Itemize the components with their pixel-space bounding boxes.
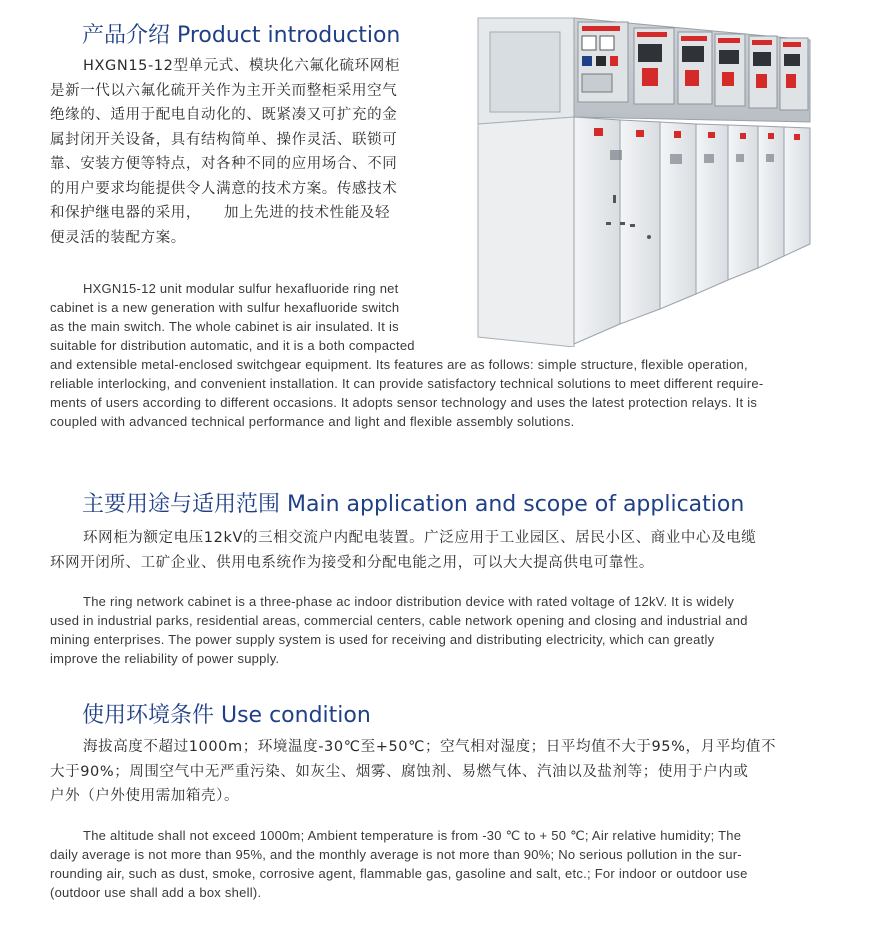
en-line: HXGN15-12 unit modular sulfur hexafluoride ring net bbox=[83, 281, 399, 296]
section-title-main-application: 主要用途与适用范围 Main application and scope of application bbox=[82, 492, 745, 517]
switchgear-cabinet-image bbox=[470, 12, 870, 347]
product-intro-zh bbox=[50, 54, 450, 250]
en-line: cabinet is a new generation with sulfur hexafluoride switch bbox=[50, 300, 400, 315]
zh-line: 属封闭开关设备，具有结构简单、操作灵活、联锁可 bbox=[50, 131, 398, 148]
en-line: The altitude shall not exceed 1000m; Ambient temperature is from -30 ℃ to + 50 ℃; Air relative humidity; The bbox=[83, 828, 742, 843]
zh-line: 环网柜为额定电压12kV的三相交流户内配电装置。广泛应用于工业园区、居民小区、商业中心及电缆 bbox=[83, 530, 757, 546]
en-line: improve the reliability of power supply. bbox=[50, 651, 280, 666]
use-condition-zh bbox=[50, 735, 850, 809]
zh-line: 和保护继电器的采用， 加上先进的技术性能及轻 bbox=[50, 205, 391, 221]
en-line: daily average is not more than 95%, and the monthly average is not more than 90%; No serious pollution in the sur- bbox=[50, 847, 742, 862]
zh-line: 大于90%；周围空气中无严重污染、如灰尘、烟雾、腐蚀剂、易燃气体、汽油以及盐剂等；使用于户内或 bbox=[50, 763, 749, 780]
zh-line: 是新一代以六氟化硫开关作为主开关而整柜采用空气 bbox=[50, 82, 398, 99]
application-en bbox=[50, 592, 840, 668]
en-line: The ring network cabinet is a three-phase ac indoor distribution device with rated voltage of 12kV. It is widely bbox=[83, 594, 735, 609]
cabinet-illustration bbox=[470, 12, 870, 347]
en-line: as the main switch. The whole cabinet is air insulated. It is bbox=[50, 319, 399, 334]
zh-line: HXGN15-12型单元式、模块化六氟化硫环网柜 bbox=[83, 58, 400, 74]
section-title-use-condition: 使用环境条件 Use condition bbox=[82, 703, 371, 728]
en-line: rounding air, such as dust, smoke, corrosive agent, flammable gas, gasoline and salt, etc.; For indoor or outdoor use bbox=[50, 866, 748, 881]
en-line: reliable interlocking, and convenient installation. It can provide satisfactory technical solutions to meet different require- bbox=[50, 376, 764, 391]
en-line: suitable for distribution automatic, and it is a both compacted bbox=[50, 338, 415, 353]
application-zh bbox=[50, 526, 850, 575]
section-title-product-introduction: 产品介绍 Product introduction bbox=[82, 23, 401, 48]
zh-line: 靠、安装方便等特点，对各种不同的应用场合、不同 bbox=[50, 156, 398, 172]
zh-line: 绝缘的、适用于配电自动化的、既紧凑又可扩充的金 bbox=[50, 107, 398, 123]
en-line: used in industrial parks, residential areas, commercial centers, cable network opening and closing and industrial and bbox=[50, 613, 748, 628]
zh-line: 海拔高度不超过1000m；环境温度-30℃至+50℃；空气相对湿度；日平均值不大于95%，月平均值不 bbox=[83, 739, 777, 755]
zh-line: 户外（户外使用需加箱壳）。 bbox=[50, 788, 240, 804]
use-condition-en bbox=[50, 826, 840, 902]
zh-line: 环网开闭所、工矿企业、供用电系统作为接受和分配电能之用，可以大大提高供电可靠性。 bbox=[50, 554, 654, 571]
en-line: (outdoor use shall add a box shell). bbox=[50, 885, 262, 900]
en-line: and extensible metal-enclosed switchgear equipment. Its features are as follows: simple structure, flexible operation, bbox=[50, 357, 748, 372]
en-line: coupled with advanced technical performance and light and flexible assembly solutions. bbox=[50, 414, 575, 429]
en-line: ments of users according to different occasions. It adopts sensor technology and uses the latest protection relays. It is bbox=[50, 395, 758, 410]
en-line: mining enterprises. The power supply system is used for receiving and distributing electricity, which can greatly bbox=[50, 632, 715, 647]
zh-line: 便灵活的装配方案。 bbox=[50, 229, 186, 246]
zh-line: 的用户要求均能提供令人满意的技术方案。传感技术 bbox=[50, 180, 398, 197]
